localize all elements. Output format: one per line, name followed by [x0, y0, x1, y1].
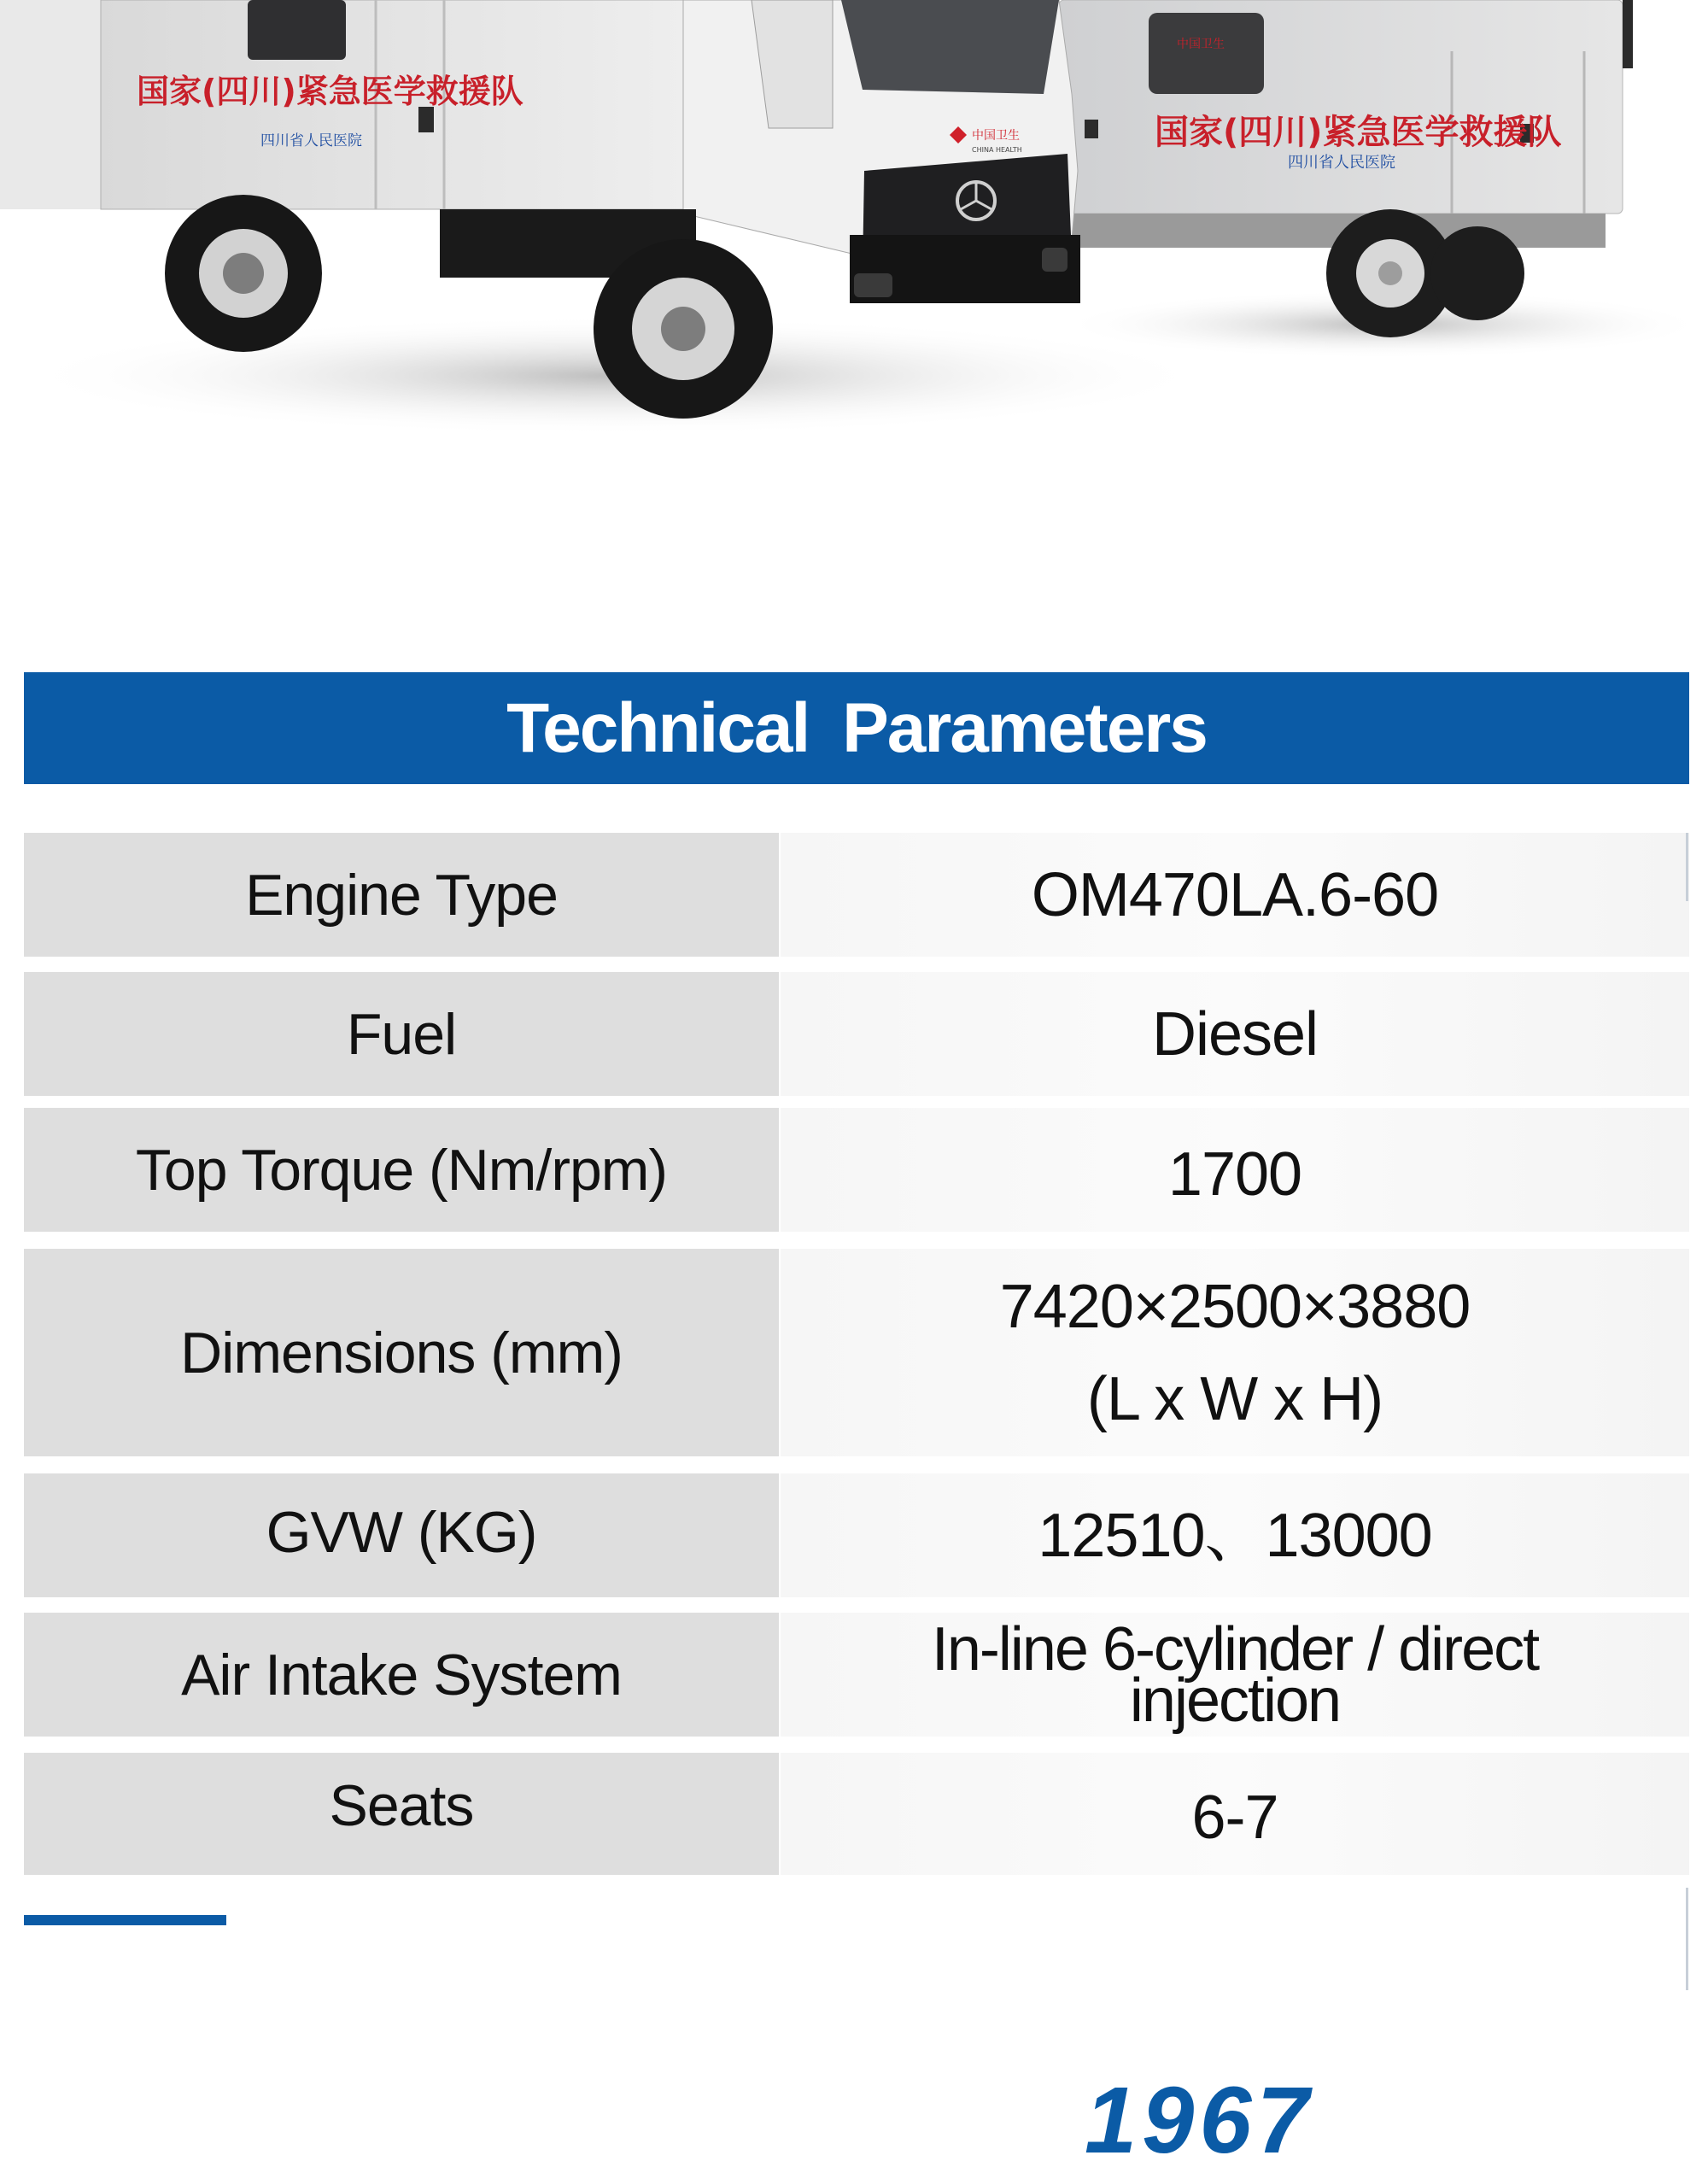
row-value: 12510、13000 — [781, 1473, 1689, 1597]
front-truck-hospital-name: 四川省人民医院 — [260, 132, 362, 149]
row-value: In-line 6-cylinder / direct — [931, 1614, 1539, 1684]
row-value-continued: injection — [1129, 1666, 1341, 1735]
row-label: Engine Type — [24, 833, 779, 957]
right-edge-divider — [1686, 833, 1688, 901]
row-value: Diesel — [781, 972, 1689, 1096]
table-row — [24, 833, 1689, 957]
ambulance-trucks-illustration — [0, 0, 1708, 478]
row-label: GVW (KG) — [24, 1473, 779, 1597]
right-edge-divider — [1686, 1888, 1688, 1990]
row-value: 1700 — [781, 1108, 1689, 1232]
row-value-note: (L x W x H) — [1086, 1364, 1383, 1433]
row-label: Fuel — [24, 972, 779, 1096]
section-title: Technical Parameters — [506, 688, 1207, 767]
rear-truck-logo-text: 中国卫生 — [1177, 38, 1225, 51]
row-value-group — [781, 1613, 1689, 1737]
section-header — [24, 672, 1689, 784]
row-label: Air Intake System — [24, 1613, 779, 1737]
row-label: Dimensions (mm) — [24, 1249, 779, 1456]
rear-truck-team-name: 国家(四川)紧急医学救援队 — [1155, 113, 1562, 152]
row-value: 6-7 — [781, 1753, 1689, 1875]
table-row — [24, 1613, 1689, 1737]
front-truck-team-name: 国家(四川)紧急医学救援队 — [137, 73, 524, 110]
row-label: Top Torque (Nm/rpm) — [24, 1108, 779, 1232]
vehicle-hero-image — [0, 0, 1708, 478]
cab-logo-subtext: CHINA HEALTH — [972, 146, 1022, 154]
table-row — [24, 1249, 1689, 1456]
accent-underline — [24, 1915, 226, 1925]
table-row — [24, 1753, 1689, 1875]
row-value-group — [781, 1249, 1689, 1456]
table-row — [24, 1108, 1689, 1232]
row-value: OM470LA.6-60 — [781, 833, 1689, 957]
rear-truck-hospital-name: 四川省人民医院 — [1288, 154, 1395, 172]
table-row — [24, 972, 1689, 1096]
table-row — [24, 1473, 1689, 1597]
row-value: 7420×2500×3880 — [999, 1272, 1471, 1341]
row-label: Seats — [24, 1753, 779, 1875]
cab-logo-text: 中国卫生 — [972, 129, 1020, 143]
footer-partial-heading: 1967 — [1085, 2068, 1314, 2173]
